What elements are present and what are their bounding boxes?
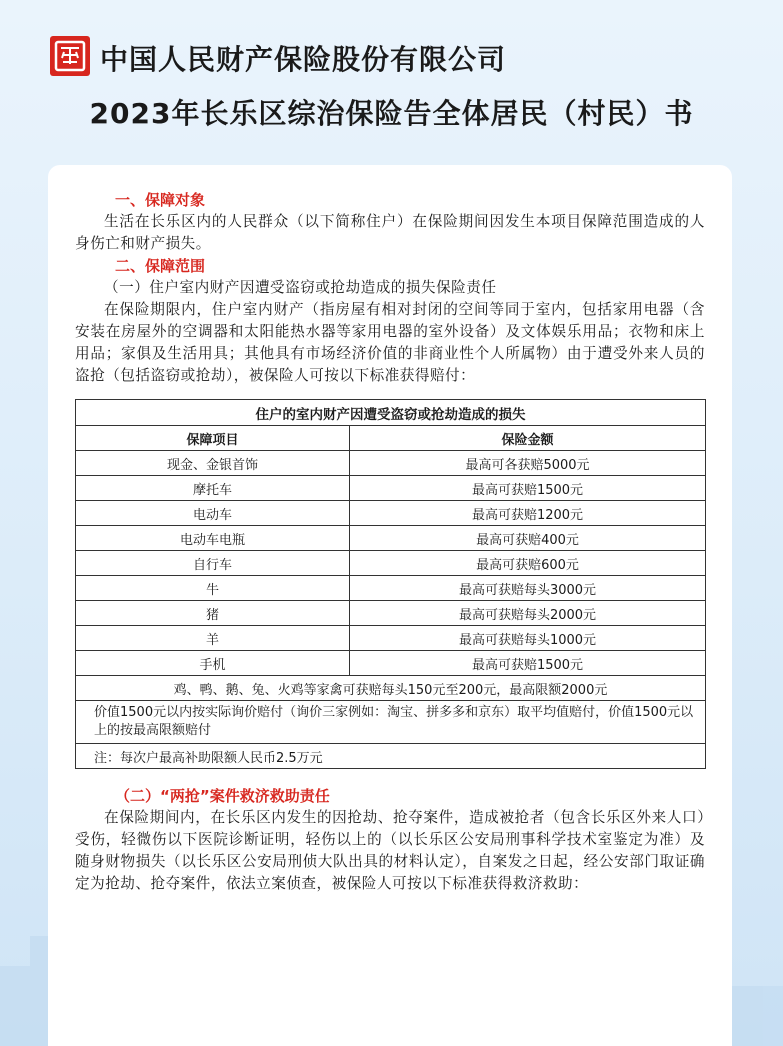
table-row <box>76 651 706 676</box>
table-row <box>76 451 706 476</box>
row-item: 猪 <box>76 601 350 626</box>
table-row <box>76 601 706 626</box>
table-row <box>76 476 706 501</box>
column-header-item: 保障项目 <box>76 426 350 451</box>
row-item: 羊 <box>76 626 350 651</box>
section-heading-robbery-relief: （二）“两抢”案件救济救助责任 <box>115 787 330 805</box>
row-item: 电动车电瓶 <box>76 526 350 551</box>
section-body-robbery-relief: 在保险期间内，在长乐区内发生的因抢劫、抢夺案件，造成被抢者（包含长乐区外来人口）受伤，轻微伤以下医院诊断证明，轻伤以上的（以长乐区公安局刑事科学技术室鉴定为准）及随身财物损失（以长乐区公安局刑侦大队出具的材料认定），自案发之日起，经公安部门取证确定为抢劫、抢夺案件，依法立案侦查，被保险人可按以下标准获得救济救助： <box>75 809 705 892</box>
table-row <box>76 626 706 651</box>
row-amount: 最高可获赔1500元 <box>350 476 706 501</box>
row-item: 牛 <box>76 576 350 601</box>
table-row <box>76 576 706 601</box>
table-note-poultry: 鸡、鸭、鹅、兔、火鸡等家禽可获赔每头150元至200元，最高限额2000元 <box>76 676 706 701</box>
row-amount: 最高可各获赔5000元 <box>350 451 706 476</box>
table-note-pricing: 价值1500元以内按实际询价赔付（询价三家例如：淘宝、拼多多和京东）取平均值赔付，价值1500元以上的按最高限额赔付 <box>76 701 706 744</box>
table-header-row <box>76 426 706 451</box>
row-item: 摩托车 <box>76 476 350 501</box>
company-name: 中国人民财产保险股份有限公司 <box>100 43 507 76</box>
section-body-theft: 在保险期限内，住户室内财产（指房屋有相对封闭的空间等同于室内，包括家用电器（含安装在房屋外的空调器和太阳能热水器等家用电器的室外设备）及文体娱乐用品；衣物和床上用品；家俱及生活用具；其他具有市场经济价值的非商业性个人所属物）由于遭受外来人员的盗抢（包括盗窃或抢劫），被保险人可按以下标准获得赔付： <box>75 301 705 384</box>
subsection-title-theft: （一）住户室内财产因遭受盗窃或抢劫造成的损失保险责任 <box>104 279 497 296</box>
row-amount: 最高可获赔每头1000元 <box>350 626 706 651</box>
row-amount: 最高可获赔600元 <box>350 551 706 576</box>
table-note-row <box>76 701 706 744</box>
row-item: 自行车 <box>76 551 350 576</box>
section-body-coverage-target: 生活在长乐区内的人民群众（以下简称住户）在保险期间因发生本项目保障范围造成的人身伤亡和财产损失。 <box>75 213 705 252</box>
row-item: 现金、金银首饰 <box>76 451 350 476</box>
notice-content <box>75 189 705 895</box>
table-row <box>76 526 706 551</box>
row-item: 电动车 <box>76 501 350 526</box>
row-amount: 最高可获赔400元 <box>350 526 706 551</box>
row-amount: 最高可获赔每头2000元 <box>350 601 706 626</box>
row-amount: 最高可获赔1500元 <box>350 651 706 676</box>
row-item: 手机 <box>76 651 350 676</box>
claims-table <box>75 399 706 769</box>
picc-logo-icon <box>50 36 90 76</box>
table-note-row <box>76 676 706 701</box>
table-title-row <box>76 400 706 426</box>
page-title: 2023年长乐区综治保险告全体居民（村民）书 <box>89 97 694 130</box>
row-amount: 最高可获赔1200元 <box>350 501 706 526</box>
table-note-limit: 注：每次户最高补助限额人民币2.5万元 <box>76 744 706 769</box>
table-row <box>76 551 706 576</box>
table-note-row <box>76 744 706 769</box>
row-amount: 最高可获赔每头3000元 <box>350 576 706 601</box>
column-header-amount: 保险金额 <box>350 426 706 451</box>
table-title: 住户的室内财产因遭受盗窃或抢劫造成的损失 <box>76 400 706 426</box>
notice-card <box>48 165 732 1046</box>
table-row <box>76 501 706 526</box>
page-header <box>0 0 783 160</box>
section-heading-coverage-target: 一、保障对象 <box>115 191 206 209</box>
section-heading-coverage-scope: 二、保障范围 <box>115 257 206 275</box>
